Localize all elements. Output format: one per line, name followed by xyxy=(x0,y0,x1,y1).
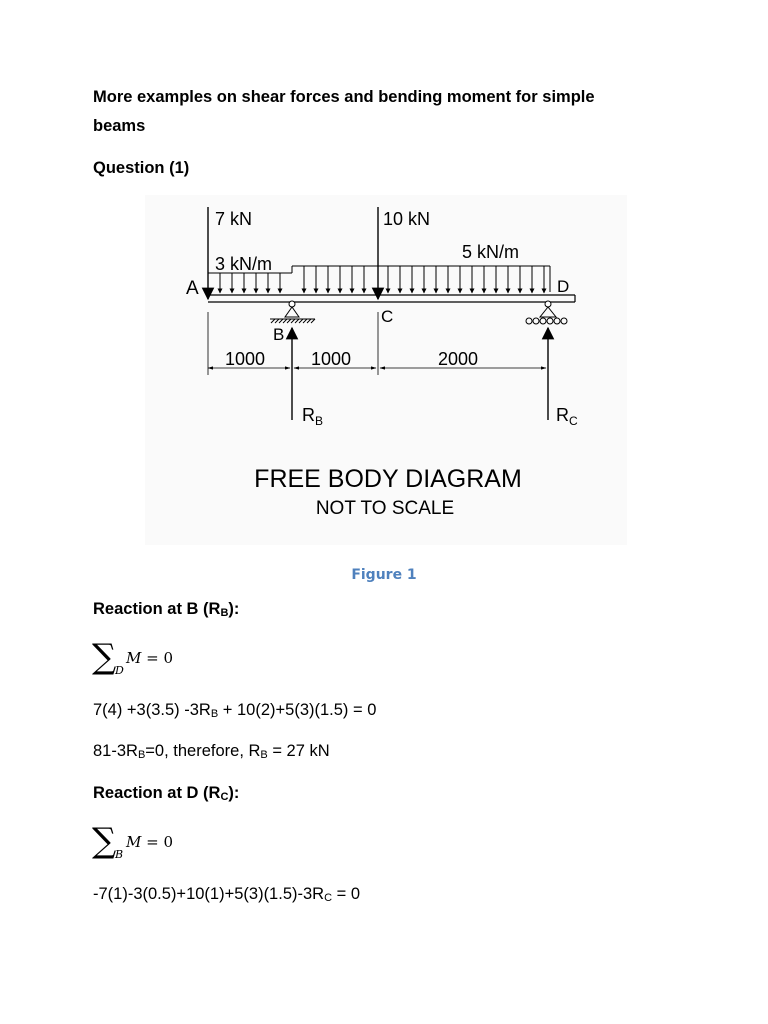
equation-b-2 xyxy=(93,742,330,762)
moment-symbol: M xyxy=(126,649,142,667)
sum-equation xyxy=(126,649,173,667)
label-reaction-b-main: R xyxy=(302,405,315,425)
equation-d-1 xyxy=(93,885,360,905)
heading-line-1: More examples on shear forces and bending moment for simple xyxy=(93,88,595,106)
label-udl-5: 5 kN/m xyxy=(462,242,520,262)
reaction-b-heading-sub: B xyxy=(220,607,229,619)
sum-rhs: = 0 xyxy=(141,649,174,667)
label-point-b: B xyxy=(273,325,285,344)
free-body-diagram xyxy=(145,195,627,545)
label-load-7kn: 7 kN xyxy=(215,209,253,229)
label-reaction-c-main: R xyxy=(556,405,569,425)
equation-b-2-part-a: 81-3R xyxy=(93,742,138,760)
label-dim-1: 1000 xyxy=(225,349,266,369)
reaction-d-heading-sub: C xyxy=(220,791,229,803)
diagram-title: FREE BODY DIAGRAM xyxy=(254,465,522,493)
reaction-b-heading-point: B xyxy=(186,600,199,618)
reaction-d-heading-point: D xyxy=(186,784,199,802)
label-reaction-b-sub: B xyxy=(315,414,324,428)
moment-symbol: M xyxy=(126,833,142,851)
sigma-symbol: ∑ xyxy=(92,637,117,677)
sum-rhs: = 0 xyxy=(141,833,174,851)
label-point-c: C xyxy=(381,307,394,326)
label-point-d: D xyxy=(557,277,570,296)
sum-equation xyxy=(126,833,173,851)
question-label: Question (1) xyxy=(93,159,190,177)
equation-d-1-sub: C xyxy=(324,892,333,904)
reaction-d-heading-close: ): xyxy=(228,784,240,802)
equation-b-2-part-b: =0, therefore, R xyxy=(145,742,261,760)
diagram-subtitle: NOT TO SCALE xyxy=(315,498,455,519)
equation-d-1-part-a: -7(1)-3(0.5)+10(1)+5(3)(1.5)-3R xyxy=(93,885,325,903)
label-dim-3: 2000 xyxy=(438,349,479,369)
equation-b-1-part-b: + 10(2)+5(3)(1.5) = 0 xyxy=(218,701,377,719)
sum-subscript-b: B xyxy=(115,848,124,861)
label-load-10kn: 10 kN xyxy=(383,209,431,229)
label-udl-3: 3 kN/m xyxy=(215,254,273,274)
figure-caption: Figure 1 xyxy=(351,567,417,583)
label-dim-2: 1000 xyxy=(311,349,352,369)
reaction-d-heading-prefix: Reaction at xyxy=(93,784,187,802)
equation-d-1-part-b: = 0 xyxy=(332,885,361,903)
equation-b-2-part-c: = 27 kN xyxy=(267,742,330,760)
reaction-b-heading-close: ): xyxy=(228,600,240,618)
reaction-b-heading-open: (R xyxy=(198,600,221,618)
equation-b-1-sub: B xyxy=(210,708,219,720)
sigma-symbol: ∑ xyxy=(92,821,117,861)
sum-subscript-d: D xyxy=(115,664,124,677)
equation-b-2-sub-2: B xyxy=(260,749,268,761)
label-point-a: A xyxy=(186,278,199,299)
reaction-d-heading xyxy=(93,784,239,804)
heading-line-2: beams xyxy=(93,117,146,135)
reaction-b-heading xyxy=(93,600,239,620)
equation-b-1-part-a: 7(4) +3(3.5) -3R xyxy=(93,701,211,719)
reaction-b-heading-prefix: Reaction at xyxy=(93,600,187,618)
equation-b-2-sub-1: B xyxy=(137,749,146,761)
equation-b-1 xyxy=(93,701,376,721)
reaction-d-heading-open: (R xyxy=(198,784,221,802)
label-reaction-c-sub: C xyxy=(569,414,578,428)
